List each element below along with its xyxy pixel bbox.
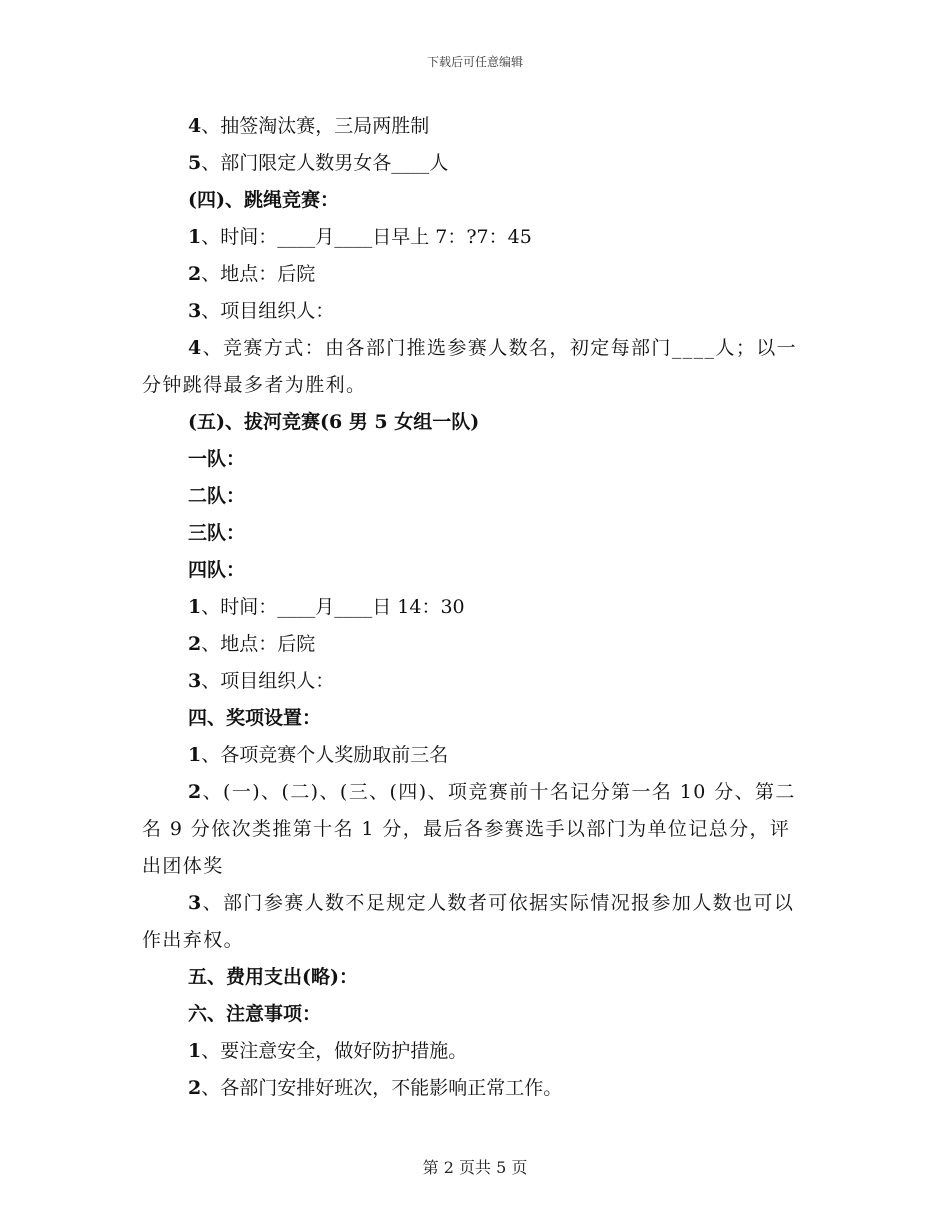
list-item [142,256,804,293]
item-number: 2 [188,781,203,803]
item-number: 1 [188,1040,202,1062]
list-item [142,330,804,404]
section-heading: 四、奖项设置： [188,707,322,729]
section-heading: (五)、拔河竞赛(6 男 5 女组一队) [188,411,480,433]
item-text: 、时间：____月____日早上 7：?7：45 [201,226,532,248]
list-item [142,219,804,256]
item-number: 4 [188,115,202,137]
item-text: 、项目组织人： [201,300,335,322]
item-text: 、地点：后院 [201,263,316,285]
section-heading: 五、费用支出(略)： [188,966,358,988]
list-item [142,626,804,663]
section-heading: (四)、跳绳竞赛： [188,189,339,211]
item-text: 、各部门安排好班次，不能影响正常工作。 [201,1077,563,1099]
item-text: 、部门参赛人数不足规定人数者可依据实际情况报参加人数也可以作出弃权。 [142,892,795,951]
team-label: 二队： [188,485,246,507]
item-text: 、各项竞赛个人奖励取前三名 [201,744,449,766]
item-text: 、地点：后院 [201,633,316,655]
list-item [142,885,804,959]
list-item [142,1033,804,1070]
item-text: 、要注意安全，做好防护措施。 [201,1040,468,1062]
section-heading: 六、注意事项： [188,1003,322,1025]
item-text: 、(一)、(二)、(三、(四)、项竞赛前十名记分第一名 10 分、第二名 9 分依次类推第十名 1 分，最后各参赛选手以部门为单位记总分，评出团体奖 [142,781,796,877]
list-item [142,774,804,885]
page-header: 下载后可任意编辑 [426,55,523,69]
item-number: 1 [188,596,202,618]
list-item [142,663,804,700]
list-item [142,108,804,145]
item-number: 1 [188,226,202,248]
item-number: 2 [188,633,202,655]
team-label: 四队： [188,559,246,581]
list-item [142,1070,804,1107]
list-item [142,293,804,330]
item-number: 3 [188,670,202,692]
item-number: 3 [188,300,202,322]
item-number: 1 [188,744,202,766]
item-number: 2 [188,1077,202,1099]
item-text: 、竞赛方式：由各部门推选参赛人数名，初定每部门____人；以一分钟跳得最多者为胜利。 [142,337,798,396]
item-text: 、时间：____月____日 14：30 [201,596,465,618]
list-item [142,737,804,774]
item-number: 3 [188,892,203,914]
item-text: 、项目组织人： [201,670,335,692]
item-number: 5 [188,152,202,174]
item-text: 、部门限定人数男女各____人 [201,152,449,174]
list-item [142,145,804,182]
page-footer: 第 2 页共 5 页 [422,1158,528,1177]
document-body [142,108,804,1107]
team-label: 三队： [188,522,246,544]
item-number: 4 [188,337,203,359]
list-item [142,589,804,626]
team-label: 一队： [188,448,246,470]
item-number: 2 [188,263,202,285]
item-text: 、抽签淘汰赛，三局两胜制 [201,115,430,137]
